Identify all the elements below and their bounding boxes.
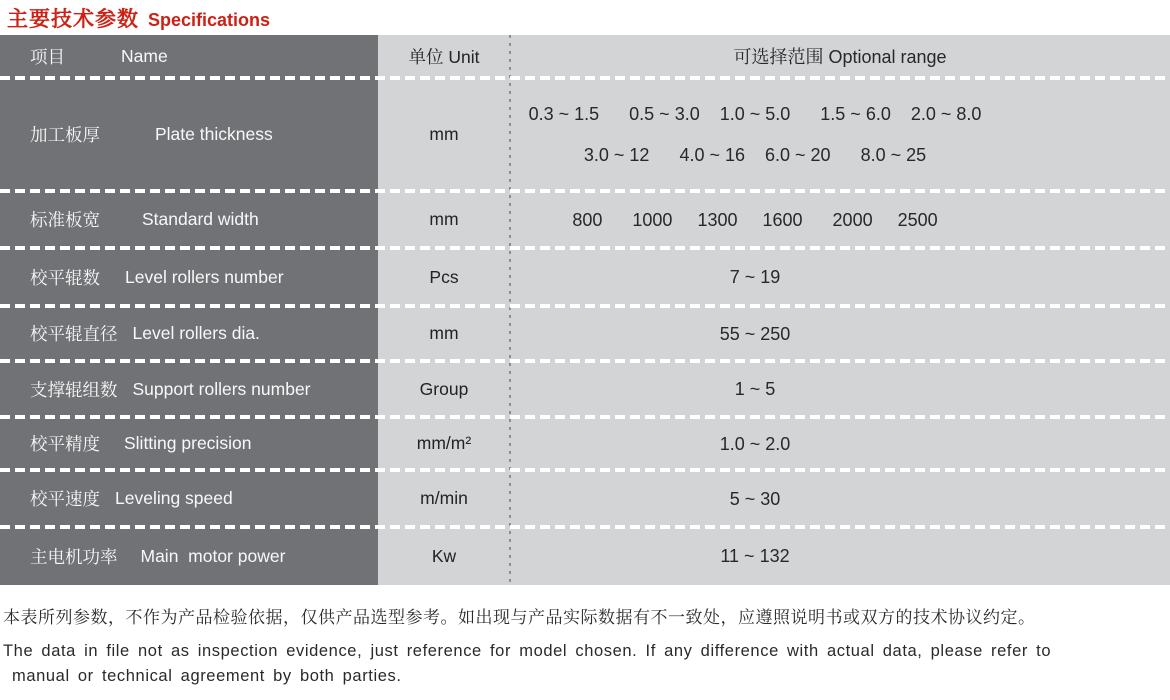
range-line: 11 ~ 132 <box>720 546 790 566</box>
row-divider <box>0 304 1170 308</box>
row-divider <box>0 415 1170 419</box>
header-name-cell <box>0 35 378 78</box>
header-name-en: Name <box>121 46 168 66</box>
row-label-en: Level rollers number <box>125 266 284 287</box>
unit-cell: mm <box>378 306 510 361</box>
table-row <box>0 78 1170 191</box>
spec-table <box>0 35 1170 585</box>
range-line: 0.3 ~ 1.5 0.5 ~ 3.0 1.0 ~ 5.0 1.5 ~ 6.0 2.0 ~ 8.0 <box>528 104 982 124</box>
table-header-row <box>0 35 1170 78</box>
range-cell <box>510 248 1170 306</box>
row-label-cell <box>0 527 378 585</box>
row-label-en: Plate thickness <box>155 124 273 144</box>
unit-cell: m/min <box>378 470 510 527</box>
unit-cell: mm <box>378 191 510 248</box>
row-label-cell <box>0 191 378 248</box>
row-label-en: Standard width <box>142 209 259 229</box>
row-label-en: Leveling speed <box>115 488 233 508</box>
table-row <box>0 470 1170 527</box>
row-label-cn: 加工板厚 <box>30 125 100 145</box>
range-cell <box>510 470 1170 527</box>
table-row <box>0 248 1170 306</box>
unit-cell: mm <box>378 78 510 191</box>
unit-cell: Kw <box>378 527 510 585</box>
row-label-cell <box>0 78 378 191</box>
footer-note-en-line2: manual or technical agreement by both parties. <box>12 667 402 685</box>
table-row <box>0 527 1170 585</box>
range-cell <box>510 361 1170 417</box>
row-label-en: Support rollers number <box>132 378 311 399</box>
row-label-cell <box>0 470 378 527</box>
range-line: 5 ~ 30 <box>729 488 781 509</box>
footer-note <box>3 606 1167 689</box>
footer-note-cn: 本表所列参数，不作为产品检验依据，仅供产品选型参考。如出现与产品实际数据有不一致处，应遵照说明书或双方的技术协议约定。 <box>3 608 1036 627</box>
page-title-en: Specifications <box>148 10 271 30</box>
header-name-cn: 项目 <box>30 47 65 67</box>
range-line: 7 ~ 19 <box>729 267 781 287</box>
table-row <box>0 191 1170 248</box>
header-range-cell <box>510 35 1170 78</box>
row-label-en: Main motor power <box>140 545 286 566</box>
unit-cell: Pcs <box>378 248 510 306</box>
footer-note-en-line1: The data in file not as inspection evidence, just reference for model chosen. If any difference with actual data, please refer to <box>3 642 1052 660</box>
row-label-cn: 标准板宽 <box>30 210 100 230</box>
row-divider <box>0 525 1170 529</box>
range-line: 800 1000 1300 1600 2000 2500 <box>572 209 938 230</box>
row-label-cell <box>0 306 378 361</box>
range-cell <box>510 527 1170 585</box>
row-label-cell <box>0 417 378 470</box>
row-divider <box>0 76 1170 80</box>
table-row <box>0 306 1170 361</box>
table-row <box>0 417 1170 470</box>
row-label-en: Slitting precision <box>124 433 252 453</box>
row-label-cn: 校平辊数 <box>30 267 100 288</box>
header-range-label: 可选择范围 Optional range <box>733 46 947 67</box>
row-label-cell <box>0 361 378 417</box>
unit-cell: mm/m² <box>378 417 510 470</box>
range-line: 1 ~ 5 <box>734 379 776 399</box>
unit-cell: Group <box>378 361 510 417</box>
range-cell <box>510 306 1170 361</box>
range-line: 3.0 ~ 12 4.0 ~ 16 6.0 ~ 20 8.0 ~ 25 <box>583 145 927 165</box>
row-divider <box>0 468 1170 472</box>
row-divider <box>0 189 1170 193</box>
row-label-en: Level rollers dia. <box>132 323 260 343</box>
page-title <box>7 3 270 33</box>
row-label-cn: 支撑辊组数 <box>30 379 118 400</box>
row-label-cn: 校平速度 <box>30 489 100 509</box>
row-label-cell <box>0 248 378 306</box>
page-title-cn: 主要技术参数 <box>7 8 139 31</box>
table-row <box>0 361 1170 417</box>
row-divider <box>0 359 1170 363</box>
column-divider <box>509 35 511 585</box>
row-label-cn: 主电机功率 <box>30 546 118 567</box>
range-line: 55 ~ 250 <box>719 323 791 344</box>
range-line: 1.0 ~ 2.0 <box>719 433 791 454</box>
row-label-cn: 校平精度 <box>30 434 100 454</box>
range-cell <box>510 191 1170 248</box>
row-label-cn: 校平辊直径 <box>30 324 118 344</box>
header-unit-cell: 单位 Unit <box>378 35 510 78</box>
row-divider <box>0 246 1170 250</box>
range-cell <box>510 417 1170 470</box>
range-cell <box>510 78 1170 191</box>
